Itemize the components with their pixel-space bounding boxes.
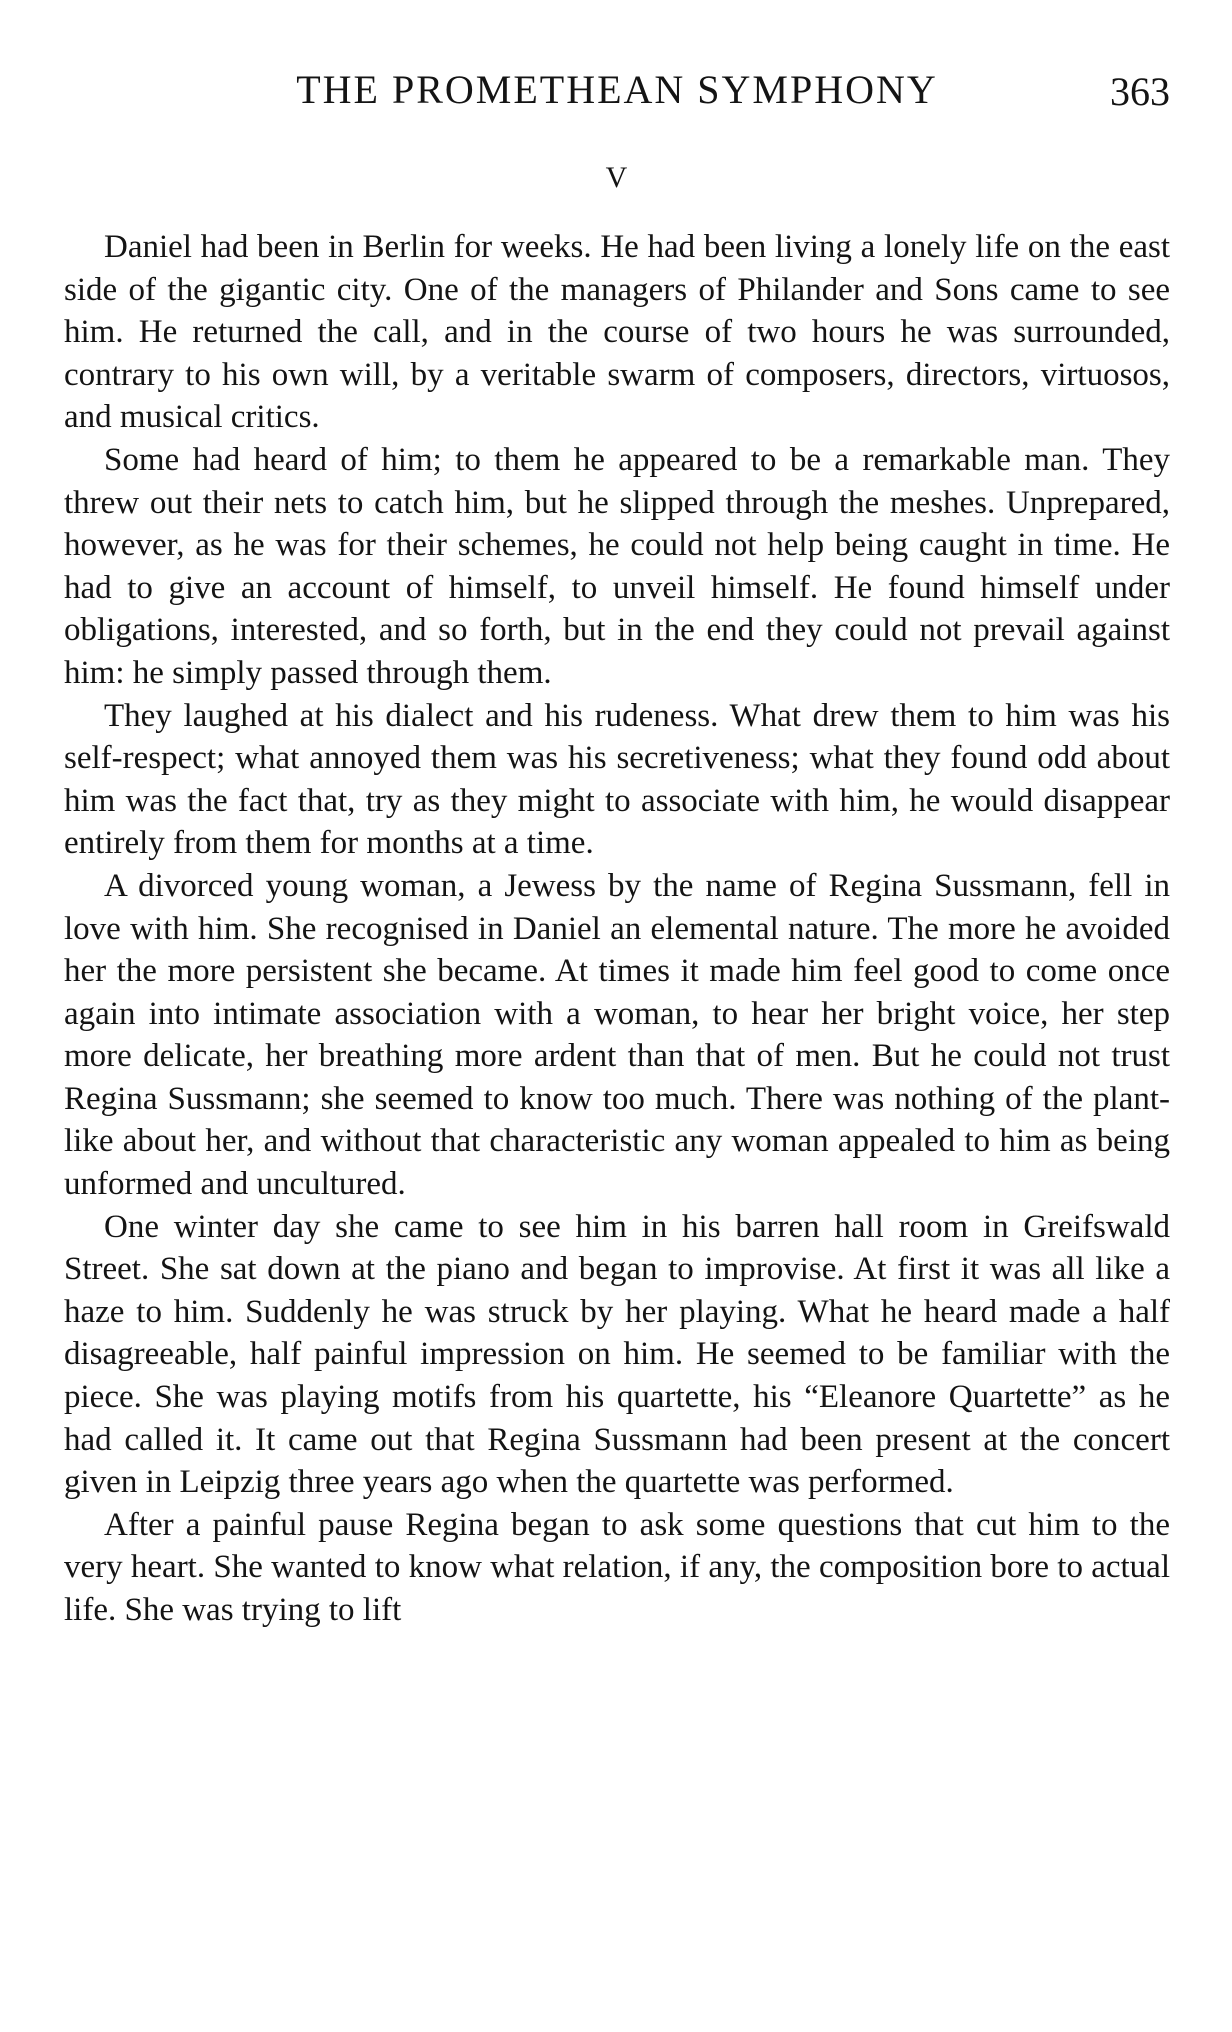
paragraph: They laughed at his dialect and his rudeness. What drew them to him was his self-respect; what annoyed them was his secretiveness; what they found odd about him was the fact that, try as they might to associate with him, he would disappear entirely from them for months at a time.: [64, 697, 1170, 862]
page-number: 363: [1110, 69, 1170, 114]
paragraph: After a painful pause Regina began to ask some questions that cut him to the very heart. She wanted to know what relation, if any, the composition bore to actual life. She was trying to lift: [64, 1506, 1170, 1628]
running-head: [64, 62, 1170, 118]
section-number: V: [605, 161, 629, 194]
body-text: [64, 226, 1170, 1632]
paragraph: A divorced young woman, a Jewess by the name of Regina Sussmann, fell in love with him. She recognised in Daniel an elemental nature. The more he avoided her the more persistent she became. At times it made him feel good to come once again into intimate association with a woman, to hear her bright voice, her step more delicate, her breathing more ardent than that of men. But he could not trust Regina Sussmann; she seemed to know too much. There was nothing of the plant-like about her, and without that characteristic any woman appealed to him as being unformed and uncultured.: [64, 867, 1170, 1203]
paragraph: Some had heard of him; to them he appeared to be a remarkable man. They threw out their nets to catch him, but he slipped through the meshes. Unprepared, however, as he was for their schemes, he could not help being caught in time. He had to give an account of himself, to unveil himself. He found himself under obligations, interested, and so forth, but in the end they could not prevail against him: he simply passed through them.: [64, 441, 1170, 691]
paragraph: Daniel had been in Berlin for weeks. He had been living a lonely life on the east side of the gigantic city. One of the managers of Philander and Sons came to see him. He returned the call, and in the course of two hours he was surrounded, contrary to his own will, by a veritable swarm of composers, directors, virtuosos, and musical critics.: [64, 229, 1170, 436]
paragraph: One winter day she came to see him in his barren hall room in Greifswald Street. She sat down at the piano and began to improvise. At first it was all like a haze to him. Suddenly he was struck by her playing. What he heard made a half disagreeable, half painful impression on him. He seemed to be familiar with the piece. She was playing motifs from his quartette, his “Eleanore Quartette” as he had called it. It came out that Regina Sussmann had been present at the concert given in Leipzig three years ago when the quartette was performed.: [64, 1208, 1170, 1501]
running-title: THE PROMETHEAN SYMPHONY: [296, 67, 938, 112]
book-page: [64, 0, 1170, 2032]
